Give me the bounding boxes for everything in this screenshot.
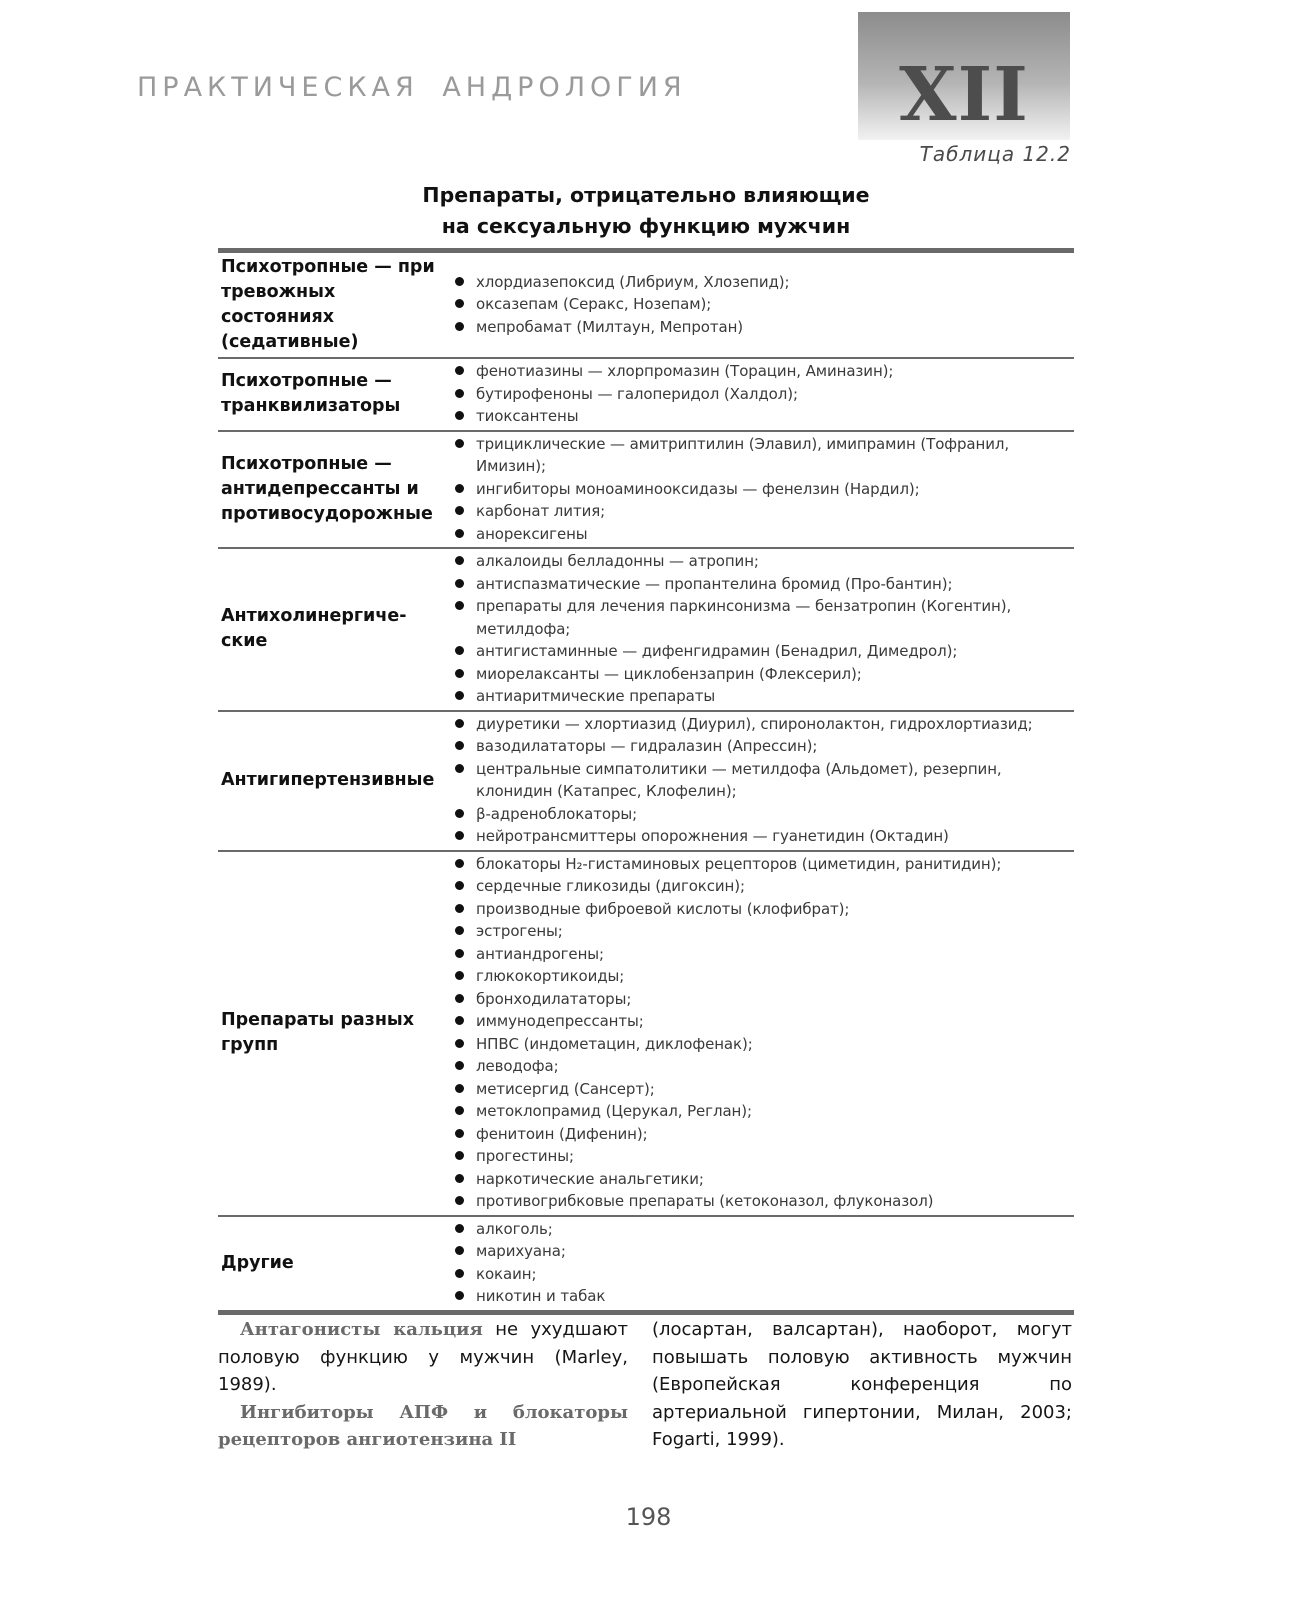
drug-list	[452, 853, 1074, 1213]
table-row	[218, 851, 1074, 1216]
list-item: миорелаксанты — циклобензаприн (Флексерил);	[452, 663, 1074, 686]
body-column-left	[218, 1316, 628, 1454]
drug-table-body	[218, 251, 1074, 1313]
list-item: β-адреноблокаторы;	[452, 803, 1074, 826]
table-title-line-1: Препараты, отрицательно влияющие	[422, 183, 870, 207]
list-item: препараты для лечения паркинсонизма — бензатропин (Когентин), метилдофа;	[452, 595, 1074, 640]
table-row	[218, 251, 1074, 359]
drug-category: Психотропные — транквилизаторы	[221, 371, 401, 417]
list-item: иммунодепрессанты;	[452, 1010, 1074, 1033]
list-item: метоклопрамид (Церукал, Реглан);	[452, 1100, 1074, 1123]
drug-list-cell	[446, 431, 1074, 549]
drug-list	[452, 271, 1074, 339]
table-row	[218, 431, 1074, 549]
list-item: оксазепам (Серакс, Нозепам);	[452, 293, 1074, 316]
drug-list-cell	[446, 358, 1074, 431]
list-item: сердечные гликозиды (дигоксин);	[452, 875, 1074, 898]
list-item: антиаритмические препараты	[452, 685, 1074, 708]
list-item: бронходилататоры;	[452, 988, 1074, 1011]
list-item: противогрибковые препараты (кетоконазол, флуконазол)	[452, 1190, 1074, 1213]
drug-category: Другие	[221, 1252, 294, 1273]
drug-list-cell	[446, 1216, 1074, 1313]
list-item: карбонат лития;	[452, 500, 1074, 523]
list-item: бутирофеноны — галоперидол (Халдол);	[452, 383, 1074, 406]
list-item: эстрогены;	[452, 920, 1074, 943]
list-item: трициклические — амитриптилин (Элавил), имипрамин (Тофранил, Имизин);	[452, 433, 1074, 478]
drug-category: Препараты разных групп	[221, 1010, 415, 1055]
list-item: леводофа;	[452, 1055, 1074, 1078]
paragraph-ace-continued: (лосартан, валсартан), наоборот, могут повышать половую активность мужчин (Европейская конференция по артериальной гипертонии, Милан, 2003; Fogarti, 1999).	[652, 1319, 1072, 1450]
list-item: антиспазматические — пропантелина бромид (Про-бантин);	[452, 573, 1074, 596]
term-ace-inhibitors: Ингибиторы АПФ и блокаторы рецепторов ангиотензина II	[218, 1401, 628, 1450]
drug-category: Психотропные — при тревожных состояниях (седативные)	[221, 257, 435, 352]
list-item: глюкокортикоиды;	[452, 965, 1074, 988]
table-label: Таблица 12.2	[919, 142, 1071, 166]
drug-list-cell	[446, 711, 1074, 851]
table-row	[218, 1216, 1074, 1313]
chapter-number: XII	[899, 52, 1029, 138]
table-title-line-2: на сексуальную функцию мужчин	[441, 214, 851, 238]
list-item: никотин и табак	[452, 1285, 1074, 1308]
list-item: центральные симпатолитики — метилдофа (Альдомет), резерпин, клонидин (Катапрес, Клофелин);	[452, 758, 1074, 803]
list-item: хлордиазепоксид (Либриум, Хлозепид);	[452, 271, 1074, 294]
drug-list	[452, 713, 1074, 848]
list-item: нейротрансмиттеры опорожнения — гуанетидин (Октадин)	[452, 825, 1074, 848]
drug-category: Антихолинергиче-ские	[221, 606, 407, 652]
list-item: ингибиторы моноаминооксидазы — фенелзин (Нардил);	[452, 478, 1074, 501]
list-item: прогестины;	[452, 1145, 1074, 1168]
term-calcium-antagonists: Антагонисты кальция	[240, 1319, 483, 1340]
drug-category: Психотропные — антидепрессанты и противосудорожные	[221, 453, 433, 524]
table-row	[218, 548, 1074, 711]
list-item: антигистаминные — дифенгидрамин (Бенадрил, Димедрол);	[452, 640, 1074, 663]
list-item: мепробамат (Милтаун, Мепротан)	[452, 316, 1074, 339]
list-item: блокаторы H₂-гистаминовых рецепторов (циметидин, ранитидин);	[452, 853, 1074, 876]
drug-list	[452, 433, 1074, 546]
running-title: ПРАКТИЧЕСКАЯ АНДРОЛОГИЯ	[137, 72, 687, 103]
list-item: производные фиброевой кислоты (клофибрат);	[452, 898, 1074, 921]
drug-category: Антигипертензивные	[221, 770, 435, 790]
list-item: диуретики — хлортиазид (Диурил), спиронолактон, гидрохлортиазид;	[452, 713, 1074, 736]
table-title	[218, 180, 1074, 242]
drug-list	[452, 1218, 1074, 1308]
list-item: тиоксантены	[452, 405, 1074, 428]
list-item: анорексигены	[452, 523, 1074, 546]
drug-list-cell	[446, 851, 1074, 1216]
chapter-badge	[858, 12, 1070, 140]
list-item: фенотиазины — хлорпромазин (Торацин, Аминазин);	[452, 360, 1074, 383]
paragraph-calcium-text: не ухудшают половую функцию у мужчин (Marley, 1989).	[218, 1319, 628, 1395]
table-row	[218, 711, 1074, 851]
page-number: 198	[625, 1503, 672, 1531]
list-item: фенитоин (Дифенин);	[452, 1123, 1074, 1146]
drug-list-cell	[446, 251, 1074, 359]
list-item: НПВС (индометацин, диклофенак);	[452, 1033, 1074, 1056]
list-item: кокаин;	[452, 1263, 1074, 1286]
list-item: алкалоиды белладонны — атропин;	[452, 550, 1074, 573]
list-item: алкоголь;	[452, 1218, 1074, 1241]
table-row	[218, 358, 1074, 431]
list-item: антиандрогены;	[452, 943, 1074, 966]
drug-list-cell	[446, 548, 1074, 711]
list-item: вазодилататоры — гидралазин (Апрессин);	[452, 735, 1074, 758]
drug-list	[452, 360, 1074, 428]
paragraph-calcium	[218, 1316, 628, 1399]
list-item: метисергид (Сансерт);	[452, 1078, 1074, 1101]
paragraph-ace	[218, 1399, 628, 1454]
list-item: наркотические анальгетики;	[452, 1168, 1074, 1191]
drug-table	[218, 248, 1074, 1315]
body-column-right	[652, 1316, 1072, 1454]
drug-list	[452, 550, 1074, 708]
list-item: марихуана;	[452, 1240, 1074, 1263]
